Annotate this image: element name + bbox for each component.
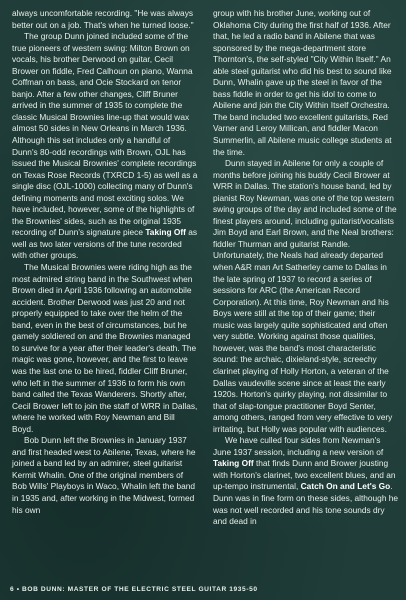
text-run: . Dunn was in fine form on these sides, although he was not well recorded and his tone sounds dry and dead in	[213, 481, 399, 527]
song-title: Taking Off	[145, 227, 186, 238]
paragraph	[213, 435, 399, 527]
paragraph: The Musical Brownies were riding high as the most admired string band in the Southwest when Brown died in April 1936 following an automobile accident. Brother Derwood was just 20 and not properly equipped to take over the helm of the band, even in the best of circumstances, but he gamely soldiered on and the Brownies managed to survive for a year after their leader's death. The magic was gone, however, and the first to leave was the last one to be hired, fiddler Cliff Bruner, who left in the summer of 1936 to form his own band called the Texas Wanderers. Shortly after, Cecil Brower left to join the staff of WRR in Dallas, where he worked with Roy Newman and Bill Boyd.	[12, 262, 198, 434]
text-run: The group Dunn joined included some of the true pioneers of western swing: Milton Brown on vocals, his brother Derwood on guitar, Cecil Brower on fiddle, Fred Calhoun on piano, Wanna Coffman on bass, and Ocie Stockard on tenor banjo. After a few other changes, Cliff Bruner arrived in the summer of 1935 to complete the classic Musical Brownies line-up that would wax almost 50 sides in New Orleans in March 1936. Although this set includes only a handful of Dunn's 80-odd recordings with Brown, OJL has issued the Musical Brownies' complete recordings on Texas Rose Records (TXRCD 1-5) as well as a single disc (OJL-1000) collecting many of Dunn's defining moments and most exciting solos. We have included, however, some of the highlights of the Brownies' sides, such as the original 1935 recording of Dunn's signature piece	[12, 31, 198, 238]
text-run: that finds Dunn and Brower jousting with Horton's clarinet, two excellent blues, and an up-tempo instrumental,	[213, 458, 396, 492]
song-title: Taking Off	[213, 458, 254, 469]
paragraph	[12, 31, 198, 262]
text-run: We have culled four sides from Newman's June 1937 session, including a new version of	[213, 435, 384, 457]
text-run: as well as two later versions of the tune recorded with other groups.	[12, 227, 198, 261]
paragraph: Bob Dunn left the Brownies in January 1937 and first headed west to Abilene, Texas, where he joined a band led by an admirer, steel guitarist Kermit Whalin. One of the original members of Bob Wills' Playboys in Waco, Whalin left the band in 1935 and, after working in the Midwest, formed his own	[12, 435, 196, 515]
song-title: Catch On and Let's Go	[300, 481, 391, 492]
text-column-right	[213, 8, 399, 528]
paragraph: always uncomfortable recording. "He was always better out on a job. That's when he turned loose."	[12, 8, 194, 30]
text-column-left	[12, 8, 198, 516]
paragraph: group with his brother June, working out of Oklahoma City during the first half of 1936. After that, he led a radio band in Abilene that was sponsored by the mega-department store Thornton's, the self-styled "City Within Itself." An able steel guitarist who did his best to sound like Dunn, Whalin gave up the steel in favor of the bass fiddle in order to get his idol to come to Abilene and join the City Within Itself Orchestra. The band included two excellent guitarists, Red Varner and Leroy Millican, and fiddler Macon Summerlin, all Abilene music college students at the time.	[213, 8, 392, 157]
page-footer: 6 • BOB DUNN: MASTER OF THE ELECTRIC STEEL GUITAR 1935-50	[10, 586, 258, 593]
paragraph: Dunn stayed in Abilene for only a couple of months before joining his buddy Cecil Brower at WRR in Dallas. The station's house band, led by pianist Roy Newman, was one of the top western swing groups of the day and included some of the finest players around, including guitarist/vocalists Jim Boyd and Earl Brown, and the Neal brothers: fiddler Thurman and guitarist Randle. Unfortunately, the Neals had already departed when A&R man Art Satherley came to Dallas in the late spring of 1937 to record a series of sessions for ARC (the American Record Corporation). At this time, Roy Newman and his Boys were still at the top of their game; their music was largely quite sophisticated and often very subtle. Working against those qualities, however, was the band's most characteristic sound: the archaic, dixieland-style, screechy clarinet playing of Holly Horton, a veteran of the Dallas vaudeville scene since at least the early 1920s. Horton's quirky playing, not dissimilar to that of slap-tongue practitioner Boyd Senter, among others, ranged from very effective to very irritating, but Holly was popular with audiences.	[213, 158, 397, 434]
